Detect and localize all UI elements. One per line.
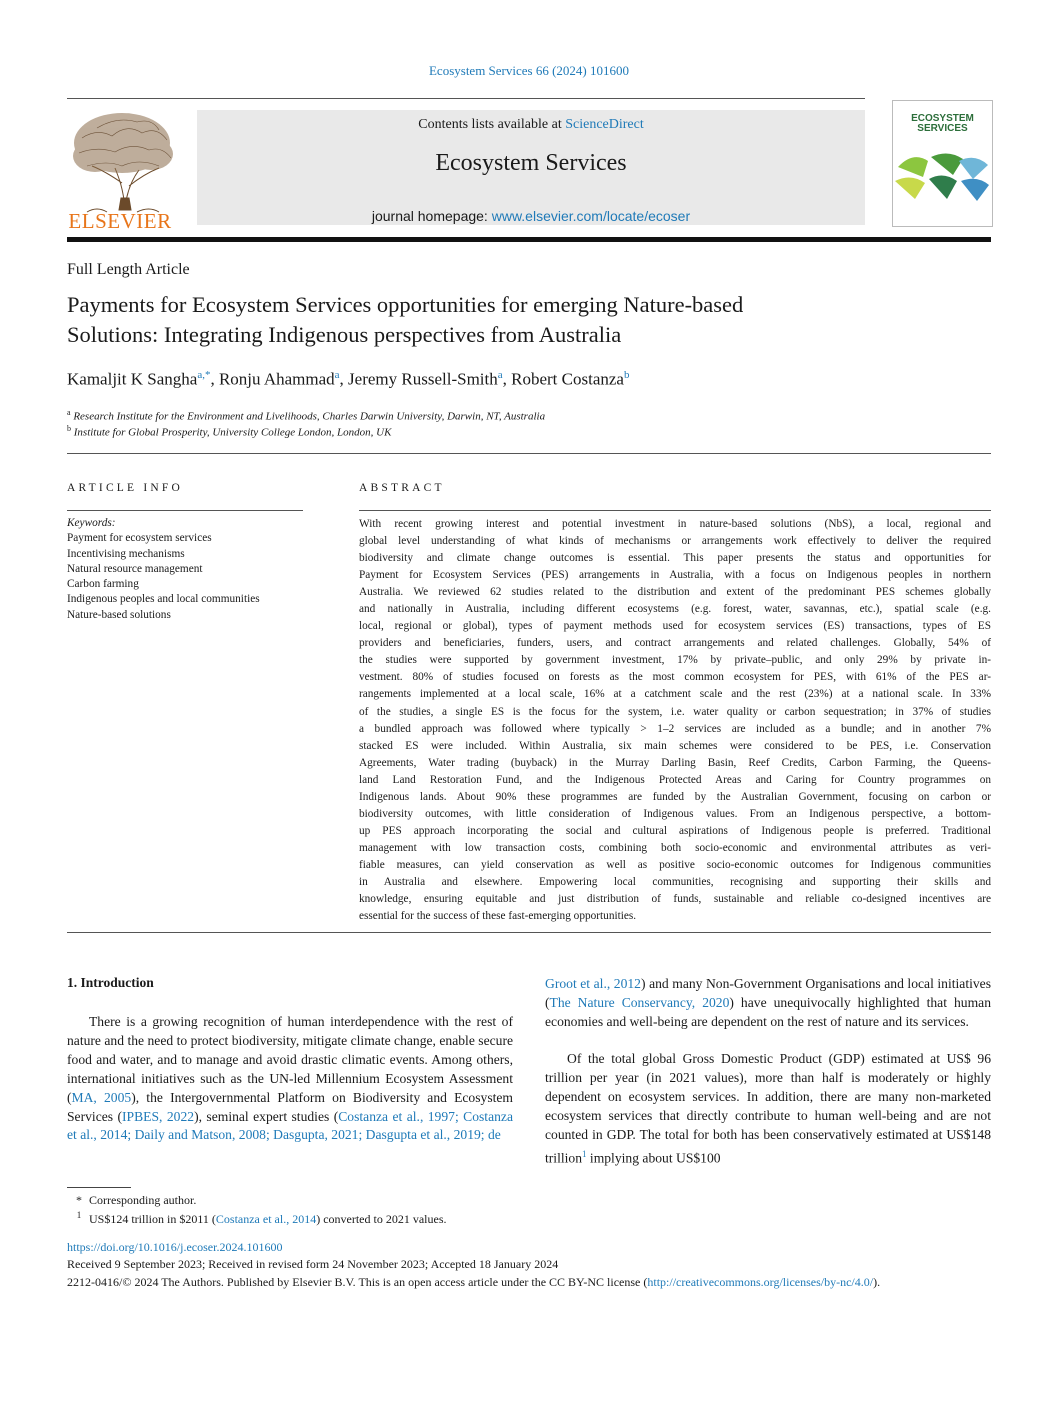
abstract-line: knowledge, ensuring equitable and just distribution of funds, sustainable and reliable co-designed incentives are [359,893,991,906]
license-link[interactable]: http://creativecommons.org/licenses/by-nc/4.0/ [647,1275,874,1289]
contents-line [197,117,865,133]
keyword-item: Payment for ecosystem services [67,532,212,545]
footnote-rule [67,1187,131,1188]
abstract-line: biodiversity outcomes, with little consideration of Indigenous values. From an Indigenous perspective, a bottom- [359,807,991,820]
cover-title-line-1: ECOSYSTEM [911,113,974,124]
intro-text: ), seminal expert studies ( [194,1108,339,1124]
article-info-heading: ARTICLE INFO [67,482,183,494]
citation-link[interactable]: Groot et al., 2012 [545,976,641,991]
footnote-corresponding [72,1193,196,1208]
citation-link[interactable]: MA, 2005 [71,1089,132,1105]
keyword-item: Nature-based solutions [67,608,171,621]
author-affiliation-mark[interactable]: a [497,369,503,381]
author-name[interactable]: Kamaljit K Sangha [67,369,198,389]
abstract-line: essential for the success of these fast-emerging opportunities. [359,910,637,923]
affiliation [67,408,545,423]
header-thick-rule [67,237,991,242]
footnote-ref-link[interactable]: 1 [582,1148,587,1159]
citation-link[interactable]: IPBES, 2022 [122,1108,195,1124]
article-title-line-2: Solutions: Integrating Indigenous perspectives from Australia [67,322,622,347]
intro-text: ) have unequivocally highlighted that human economies and well-being are dependent on the rest of nature and its services. [545,994,991,1029]
contents-prefix: Contents lists available at [418,117,566,132]
journal-banner [197,110,865,225]
footnote-text: Corresponding author. [89,1193,197,1207]
license-text: ). [873,1275,881,1289]
footnote-mark: 1 [76,1210,82,1220]
abstract-line: up PES approach incorporating the social and cultural aspirations of Indigenous people is preferred. Traditional [359,824,991,837]
footnote-text: ) converted to 2021 values. [316,1212,447,1226]
abstract-line: Agreements, Water trading (buyback) in the Murray Darling Basin, Reef Credits, Carbon Farming, the Queens- [359,756,991,769]
article-info-rule [67,510,303,511]
abstract-heading: ABSTRACT [359,482,445,494]
affiliation [67,424,391,439]
author-affiliation-mark[interactable]: a [334,369,340,381]
abstract-line: biodiversity and climate change outcomes is essential. This paper presents the status and opportunities for [359,552,991,565]
intro-paragraph-left [67,1013,513,1145]
doi-link[interactable]: https://doi.org/10.1016/j.ecoser.2024.101600 [67,1240,283,1254]
abstract-line: and nationally in Australia, including different ecosystems (e.g. forest, water, savannas, etc.), spatial scale (e.g. [359,603,991,616]
intro-text: Of the total global Gross Domestic Product (GDP) estimated at US$ 96 trillion per year (in 2021 values), more than half is moderately or highly dependent on ecosystem services. In addition, there are many non-marketed ecosystem services that directly contribute to human well-being and are not counted in GDP. The total for both has been conservatively estimated at US$148 trillion [545,1051,991,1166]
abstract-line: With recent growing interest and potential investment in nature-based solutions (NbS), a local, regional and [359,518,991,530]
license-statement [67,1274,991,1291]
homepage-link[interactable]: www.elsevier.com/locate/ecoser [491,208,691,224]
article-title [67,290,967,350]
footnote-1 [72,1210,447,1227]
footnote-mark: * [76,1193,82,1207]
abstract-line: a bundled approach was followed where typically > 1–2 services are included as a bundle; and in another 7% [359,722,991,735]
affiliation-mark: a [67,408,71,417]
abstract-line: global level understanding of what kinds of mechanisms or arrangements work effectively to deliver the required [359,535,991,548]
author-separator: , [502,369,512,389]
abstract-line: vestment. 80% of studies focused on forests as the most common ecosystem for PES, with 61% of the PES ar- [359,671,991,684]
abstract-line: of the studies, a single ES is the focus for the system, i.e. water quality or carbon sequestration; in 37% of studies [359,705,991,718]
article-title-line-1: Payments for Ecosystem Services opportunities for emerging Nature-based [67,292,744,317]
author-separator: , [210,369,219,389]
abstract-line: land Land Restoration Fund, and the Indigenous Protected Areas and Caring for Country programmes on [359,773,991,786]
affiliation-text: Research Institute for the Environment and Livelihoods, Charles Darwin University, Darwin, NT, Australia [73,410,546,423]
keyword-item: Carbon farming [67,578,139,591]
affiliation-mark: b [67,424,71,433]
cover-title-line-2: SERVICES [917,123,968,134]
keyword-item: Natural resource management [67,562,203,575]
section-rule [67,453,991,454]
elsevier-wordmark: ELSEVIER [68,209,172,233]
abstract-line: local, regional or global), types of payment methods used for ecosystem services (ES) transactions, types of ES [359,620,991,633]
section-heading-introduction: 1. Introduction [67,975,154,990]
author-name[interactable]: Ronju Ahammad [218,369,335,389]
author-affiliation-mark[interactable]: a,* [197,369,211,381]
abstract-line: Indigenous lands. About 90% these programmes are funded by the Australian Government, focusing on carbon or [359,790,991,803]
abstract-line: in Australia and elsewhere. Empowering local communities, recognising and supporting their skills and [359,875,991,888]
received-dates: Received 9 September 2023; Received in revised form 24 November 2023; Accepted 18 January 2024 [67,1257,559,1271]
abstract-body [359,516,991,925]
intro-text: implying about US$100 [586,1150,721,1166]
abstract-rule [359,510,991,511]
abstract-bottom-rule [67,932,991,933]
sciencedirect-link[interactable]: ScienceDirect [565,117,644,132]
keywords-label: Keywords: [67,517,116,529]
abstract-line: the studies were supported by government investment, 17% by private–public, and only 29% by private in- [359,654,991,667]
keyword-item: Incentivising mechanisms [67,547,185,560]
license-text: 2212-0416/© 2024 The Authors. Published by Elsevier B.V. This is an open access article under the CC BY-NC license ( [67,1275,648,1289]
abstract-line: management with low transaction costs, combining both socio-economic and environmental attributes as veri- [359,841,991,854]
journal-cover-image[interactable] [892,100,993,227]
intro-paragraph-right-cont [545,975,991,1032]
citation-link[interactable]: Costanza et al., 2014 [215,1212,317,1226]
author-affiliation-mark[interactable]: b [623,369,630,381]
abstract-line: rangements implemented at a local scale, 16% at a catchment scale and the rest (23%) at a national scale. In 33% [359,688,991,701]
journal-reference-link[interactable]: Ecosystem Services 66 (2024) 101600 [428,63,630,78]
keywords-block [67,516,307,623]
citation-link[interactable]: The Nature Conservancy, 2020 [549,994,730,1010]
homepage-prefix: journal homepage: [371,208,492,224]
top-rule [67,98,865,99]
keyword-item: Indigenous peoples and local communities [67,593,260,606]
abstract-line: Australia. We reviewed 62 studies related to the distribution and extent of the predominant PES schemes globally [359,586,991,599]
citation-link[interactable]: Costanza et al., 1997; Costanza et al., 2014; Daily and Matson, 2008; Dasgupta, 2021; Dasgupta et al., 2019; de [67,1108,513,1143]
affiliation-text: Institute for Global Prosperity, University College London, London, UK [73,426,392,439]
cover-title [895,114,990,134]
abstract-line: stacked ES were included. Within Australia, six main schemes were considered to be PES, i.e. Conservation [359,739,991,752]
journal-homepage-line [197,208,865,224]
author-separator: , [339,369,349,389]
journal-title: Ecosystem Services [435,150,627,176]
intro-paragraph-right [545,1050,991,1168]
intro-text: ) and many Non-Government Organisations and local initiatives ( [545,976,992,1010]
abstract-line: providers and beneficiaries, funders, users, and contract arrangements and related challenges. Globally, 54% of [359,637,991,650]
intro-text: There is a growing recognition of human interdependence with the rest of nature and the need to protect biodiversity, mitigate climate change, enable secure food and water, and to manage and avoid drastic climatic events. Among others, international initiatives such as the UN-led Millennium Ecosystem Assessment ( [67,1014,513,1105]
author-name[interactable]: Robert Costanza [511,369,624,389]
abstract-line: Payment for Ecosystem Services (PES) arrangements in Australia, with a focus on Indigenous peoples in northern [359,569,991,582]
abstract-line: fiable measures, can yield conservation as well as positive socio-economic outcomes for Indigenous communities [359,858,991,871]
article-type: Full Length Article [67,261,190,278]
author-name[interactable]: Jeremy Russell-Smith [348,369,498,389]
cover-graphic [893,149,992,209]
intro-text: ), the Intergovernmental Platform on Biodiversity and Ecosystem Services ( [67,1089,513,1124]
footnote-text: US$124 trillion in $2011 ( [89,1212,216,1226]
author-list [67,369,629,390]
